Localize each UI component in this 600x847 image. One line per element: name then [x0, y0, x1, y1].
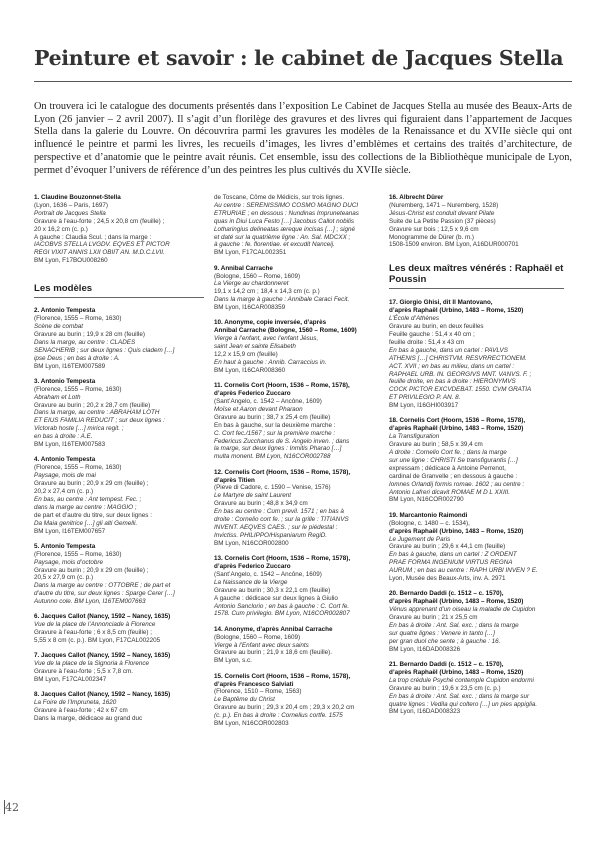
catalogue-column-1	[34, 194, 204, 730]
entry-line: En bas à gauche, dans un cartel : PAVLVS	[389, 346, 508, 354]
catalogue-entry	[214, 382, 384, 461]
entry-line: Gravure sur bois ; 12,5 x 9,6 cm	[389, 225, 479, 233]
entry-line: Gravure au burin ; 30,3 x 22,1 cm (feuille)	[214, 586, 331, 594]
entry-line: 20,5 x 27,9 cm (c. p.)	[34, 574, 94, 582]
entry-line: (Bologne, 1560 – Rome, 1609)	[214, 633, 301, 641]
entry-line: Gravure au burin ; 19,6 x 23,5 cm (c. p.)	[389, 684, 501, 692]
entry-line: BM Lyon, I16CAR008359	[214, 304, 286, 312]
entry-line: (Florence, 1555 – Rome, 1630)	[34, 550, 122, 558]
entry-line: Monogramme de Dürer (b. m.)	[389, 233, 475, 241]
entry-line: de part et d’autre du titre, sur deux lignes :	[34, 511, 152, 519]
entry-heading-line: 5. Antonio Tempesta	[34, 542, 96, 550]
entry-line: Le Baptême du Christ	[214, 696, 275, 704]
page-title: Peinture et savoir : le cabinet de Jacques Stella	[34, 46, 564, 70]
entry-line: Gravure au burin ; 38,7 x 25,4 cm (feuille)	[214, 413, 331, 421]
catalogue-entry	[214, 265, 384, 312]
entry-heading-line: 16. Albrecht Dürer	[389, 194, 444, 201]
entry-line: per gran duol che sente ; à gauche : 16.	[389, 637, 501, 645]
entry-line: (Sant’Angelo, c. 1542 – Ancône, 1609)	[214, 570, 322, 578]
entry-line: En bas à droite : Ant. Sal. exc. ; dans la marge	[389, 621, 519, 629]
entry-line: Abraham et Loth	[34, 393, 81, 401]
entry-line: (Pieve di Cadore, c. 1590 – Venise, 1576)	[214, 484, 331, 492]
entry-heading-line: Annibal Carrache (Bologne, 1560 – Rome, 1609)	[214, 327, 357, 335]
entry-line: La Naissance de la Vierge	[214, 578, 288, 586]
entry-heading-line: d’après Francesco Salviati	[214, 680, 294, 688]
entry-line: BM Lyon, I16TEM007657	[34, 527, 106, 535]
entry-line: droite : Cornelio cort fe. ; sur la grille : TITIANVS	[214, 516, 349, 524]
entry-line: (c. p.). En bas à droite : Cornelius cortfe. 1575	[214, 712, 343, 720]
entry-line: feuille droite, en bas à droite : HIERONYMVS	[389, 378, 516, 386]
entry-line: 20 x 16,2 cm (c. p.)	[34, 225, 88, 233]
entry-line: la marge, sur deux lignes : Inmitis Pharao […]	[214, 445, 342, 453]
entry-line: C. Cort fec./1567 ; sur la première marche :	[214, 429, 336, 437]
entry-line: 19,1 x 14,2 cm ; 18,4 x 14,3 cm (c. p.)	[214, 288, 320, 296]
entry-line: La Vierge au chardonneret	[214, 280, 289, 288]
entry-line: REGI VIXIT ANNIS LXII OBIIT AN. M.D.C.LVII.	[34, 249, 165, 257]
entry-heading-line: 17. Giorgio Ghisi, dit Il Mantovano,	[389, 299, 493, 307]
entry-line: A droite : Cornelio Cort fe. ; dans la marge	[389, 449, 507, 457]
entry-line: Iomnes Orlandij formis romae. 1602 ; au centre :	[389, 480, 525, 488]
entry-heading-line: 21. Bernardo Daddi (c. 1512 – c. 1570),	[389, 660, 504, 668]
catalogue-entry	[34, 456, 204, 535]
entry-line: INVENT. AEQVES CAES. ; sur le piédestal :	[214, 524, 338, 531]
catalogue-entry	[389, 417, 564, 504]
entry-heading-line: 11. Cornelis Cort (Hoorn, 1536 – Rome, 1578),	[214, 382, 350, 390]
entry-line: (Florence, 1555 – Rome, 1630)	[34, 315, 122, 323]
catalogue-entry	[214, 555, 384, 618]
entry-heading-line: 2. Antonio Tempesta	[34, 307, 96, 315]
entry-line: ATHENIS […] CHRISTVM. RESVRRECTIONEM.	[389, 354, 527, 362]
entry-heading-line: d’après Federico Zuccaro	[214, 390, 291, 398]
entry-line: BM Lyon, N16COR002790	[389, 496, 464, 504]
entry-line: Antonio Sanclorio ; en bas à gauche : C. Cort fe.	[214, 602, 350, 610]
section-heading: Les deux maîtres vénérés : Raphaël et Poussin	[389, 263, 564, 289]
entry-line: d’autre du titre, sur deux lignes : Sparge Cerer […]	[34, 590, 175, 598]
entry-line: Gravure au burin ; 20,9 x 29 cm (feuille) ;	[34, 566, 149, 574]
entry-line: BM Lyon, I16CAR008360	[214, 366, 286, 374]
catalogue-entry	[34, 307, 204, 370]
entry-line: PRAE FORMA INGENIUM VIRTUS REGNA	[389, 559, 513, 567]
entry-line: BM Lyon, I16GHI003917	[389, 402, 459, 410]
entry-line: En bas à gauche, sur la deuxième marche :	[214, 421, 336, 429]
catalogue-entry	[389, 590, 564, 653]
entry-line: Gravure au burin ; 29,6 x 44,1 cm (feuille)	[389, 543, 506, 551]
entry-line: Jésus-Christ est conduit devant Pilate	[389, 209, 495, 217]
entry-line: (Florence, 1510 – Rome, 1563)	[214, 688, 302, 696]
entry-line: et daté sur la quatrième ligne : An. Sal. MDCXX ;	[214, 233, 351, 241]
entry-line: BM Lyon, F17CAL002351	[214, 249, 287, 257]
entry-line: 1508-1509 environ. BM Lyon, A16DUR000701	[389, 241, 519, 249]
catalogue-entry	[34, 543, 204, 606]
entry-line: BM Lyon, I16DAD008326	[389, 645, 461, 653]
catalogue-entry	[389, 194, 564, 249]
entry-line: 5,55 x 8 cm (c. p.). BM Lyon, F17CAL002205	[34, 637, 161, 645]
entry-line: sur une ligne : CHRISTI Se transfigurantis […]	[389, 456, 518, 464]
entry-line: expressam ; dédicace à Antoine Perrenot,	[389, 464, 506, 472]
entry-line: multa monent. BM Lyon, N16COR002788	[214, 453, 331, 461]
entry-line: En bas à gauche, dans un cartel : Z ORDENT	[389, 551, 517, 559]
entry-heading-line: d’après Raphaël (Urbino, 1483 – Rome, 1520)	[389, 527, 524, 535]
entry-line: La Foire de l’Impruneta, 1620	[34, 699, 117, 707]
entry-line: Da Maia genitrice […] gli alti Gemelli.	[34, 519, 138, 527]
page-number: 42	[5, 801, 19, 814]
entry-line: Invictiss. PHILIPPO/Hispaniarum RegiD.	[214, 531, 328, 539]
entry-line: 20,2 x 27,4 cm (c. p.)	[34, 487, 94, 495]
catalogue-entry	[389, 661, 564, 716]
entry-heading-line: 6. Jacques Callot (Nancy, 1592 – Nancy, 1635)	[34, 613, 171, 621]
entry-line: En bas au centre : Cum previl. 1571 ; en bas à	[214, 508, 344, 516]
entry-line: Gravure à l’eau-forte ; 42 x 67 cm	[34, 707, 128, 715]
entry-line: L’École d’Athènes	[389, 315, 440, 323]
entry-line: Autunno cole. BM Lyon, I16TEM007663	[34, 598, 146, 606]
entry-line: 1578. Cum privilegio. BM Lyon, N16COR002807	[214, 610, 350, 618]
entry-line: ET PRIVILEGIO P. AN. 8.	[389, 394, 461, 402]
title-rule	[34, 81, 572, 82]
entry-line: Dans la marge au centre : OTTOBRE ; de part et	[34, 582, 171, 590]
entry-line: Moïse et Aaron devant Pharaon	[214, 405, 303, 413]
entry-line: Vierge à l’Enfant avec deux saints	[214, 641, 309, 649]
entry-line: Gravure à l’eau-forte ; 5,5 x 7,8 cm.	[34, 668, 134, 676]
entry-heading-line: 13. Cornelis Cort (Hoorn, 1536 – Rome, 1578),	[214, 555, 351, 563]
intro-paragraph: On trouvera ici le catalogue des documents présentés dans l’exposition Le Cabinet de Jacques Stella au musée des Beaux-Arts de Lyon (26 janvier – 2 avril 2007). Il s’agit d’un florilège des gravures et des livres qui figuraient dans l’appartement de Jacques Stella dans la galerie du Louvre. On découvrira parmi les gravures les modèles de la Renaissance et du XVIIe siècle qui ont influencé le peintre et parmi les livres, les recueils d’images, les livres d’emblèmes et certains des traités d’architecture, de perspective et d’anatomie que le peintre avait réunis. Cet ensemble, issu des collections de la Bibliothèque municipale de Lyon, permet d’évoquer l’univers de référence d’un des peintres les plus cultivés du XVIIe siècle.	[34, 101, 572, 176]
entry-line: En bas à droite : Ant. Sal. exc. ; dans la marge sur	[389, 692, 530, 700]
entry-line: Dans la marge, au centre : CLADES	[34, 338, 136, 346]
entry-line: Gravure au burin ; 21,9 x 18,6 cm (feuille).	[214, 649, 332, 657]
entry-line: AURUM ; en bas au centre : RAPH URBI INVEN ? E.	[389, 567, 538, 575]
entry-line: ETRURIAE ; en dessous : Nundinas Impruneteanas	[214, 209, 359, 217]
catalogue-column-2	[214, 194, 384, 735]
entry-line: BM Lyon, I16TEM007583	[34, 441, 106, 449]
section-heading: Les modèles	[34, 283, 204, 298]
entry-heading-line: d’après Federico Zuccaro	[214, 563, 291, 571]
entry-line: cardinal de Granvelle ; en dessous à gauche :	[389, 472, 518, 480]
entry-line: BM Lyon, F17BOU008260	[34, 257, 108, 265]
entry-line: Gravure au burin ; 20,9 x 29 cm (feuille) ;	[34, 480, 149, 488]
entry-line: Federicus Zucchanus de S. Angelo inven. ; dans	[214, 437, 350, 445]
entry-line: BM Lyon, N16COR002803	[214, 720, 289, 728]
entry-line: SENACHERIB ; sur deux lignes : Quis cladem […]	[34, 346, 175, 354]
entry-line: 12,2 x 15,9 cm (feuille)	[214, 351, 278, 359]
entry-heading-line: 3. Antonio Tempesta	[34, 377, 96, 385]
entry-heading-line: d’après Titien	[214, 476, 255, 484]
entry-line: Au centre : SERENISSIMO COSMO MAGNO DUCI	[214, 201, 359, 209]
entry-line: (Florence, 1555 – Rome, 1630)	[34, 464, 122, 472]
catalogue-column-3	[389, 194, 564, 724]
catalogue-entry	[34, 691, 204, 723]
entry-heading-line: 10. Anonyme, copie inversée, d’après	[214, 319, 327, 327]
entry-line: Gravure à l’eau-forte ; 24,5 x 20,8 cm (feuille) ;	[34, 217, 165, 225]
entry-line: La trop crédule Psyché contemple Cupidon endormi	[389, 676, 534, 684]
entry-line: En bas, au centre : Ant tempest. Fec. ;	[34, 495, 142, 503]
entry-line: Gravure au burin ; 58,5 x 39,4 cm	[389, 441, 483, 449]
entry-line: de Toscane, Côme de Médicis, sur trois lignes.	[214, 194, 345, 201]
entry-line: Feuille gauche : 51,4 x 40 cm ;	[389, 330, 475, 338]
entry-line: sur quatre lignes : Venere in tanto […]	[389, 629, 495, 637]
entry-line: (Lyon, 1636 – Paris, 1697)	[34, 201, 108, 209]
entry-line: En haut à gauche : Annib. Carraccius in.	[214, 359, 327, 366]
entry-line: Antonio Lafreri dicavit ROMAE M D L XXIII.	[389, 488, 510, 496]
entry-line: (Sant’Angelo, c. 1542 – Ancône, 1609)	[214, 398, 322, 406]
entry-line: A gauche : dédicace sur deux lignes à Giulio	[214, 594, 338, 602]
catalogue-entry	[214, 319, 384, 374]
entry-line: Gravure au burin, en deux feuilles	[389, 323, 484, 331]
entry-heading-line: d’après Raphaël (Urbino, 1483 – Rome, 1520)	[389, 598, 524, 606]
entry-line: Dans la marge, dédicace au grand duc	[34, 715, 143, 723]
entry-heading-line: 8. Jacques Callot (Nancy, 1592 – Nancy, 1635)	[34, 691, 171, 699]
entry-heading-line: 4. Antonio Tempesta	[34, 456, 96, 464]
entry-heading-line: 7. Jacques Callot (Nancy, 1592 – Nancy, 1635)	[34, 652, 171, 660]
entry-line: Scène de combat	[34, 322, 84, 330]
entry-heading-line: 14. Anonyme, d’après Annibal Carrache	[214, 625, 333, 633]
entry-heading-line: d’après Raphaël (Urbino, 1483 – Rome, 1520)	[389, 668, 524, 676]
entry-heading-line: 20. Bernardo Daddi (c. 1512 – c. 1570),	[389, 590, 504, 598]
entry-line: Le Martyre de saint Laurent	[214, 492, 292, 500]
entry-heading-line: 9. Annibal Carrache	[214, 264, 273, 272]
entry-line: Dans la marge, au centre : ABRAHAM LOTH	[34, 409, 160, 417]
entry-line: Paysage, mois d’octobre	[34, 558, 103, 566]
entry-line: Lyon, Musée des Beaux-Arts, inv. A. 2971	[389, 575, 506, 583]
entry-line: BM Lyon, I16TEM007589	[34, 362, 106, 370]
entry-line: Vierge à l’enfant, avec l’enfant Jésus,	[214, 335, 319, 343]
entry-line: quatre lignes : Vedila qui coltero […] un pies appiglia.	[389, 700, 538, 708]
entry-line: A gauche : Claudia Scul. ; dans la marge :	[34, 233, 152, 241]
catalogue-entry	[214, 469, 384, 548]
entry-line: Dans la marge à gauche : Annibale Caraci Fecit.	[214, 296, 350, 304]
entry-line: à gauche : fe. florentiae. et excudit Nanceij.	[214, 241, 335, 249]
entry-line: IACOBVS STELLA LVGDV. EQVES ET PICTOR	[34, 241, 170, 249]
entry-line: Lotharingius delineatas æreque incisas […] ; signé	[214, 225, 356, 233]
catalogue-entry	[34, 652, 204, 684]
entry-line: (Bologne, 1560 – Rome, 1609)	[214, 272, 301, 280]
entry-line: COCK PICTOR EXCVDEBAT. 1550. CVM GRATIA	[389, 386, 532, 394]
entry-line: Vénus apprenant d’un oiseau la maladie de Cupidon	[389, 606, 536, 614]
entry-line: BM Lyon, I16DAD008323	[389, 708, 461, 716]
entry-line: en bas à droite : A.E.	[34, 433, 93, 441]
entry-heading-line: d’après Raphaël (Urbino, 1483 – Rome, 1520)	[389, 307, 524, 315]
entry-line: quas in Diui Luca Festo […] Jacobus Callot nobilis	[214, 217, 355, 225]
entry-line: ipse Deus ; en bas à droite : A.	[34, 354, 120, 362]
entry-line: Portrait de Jacques Stella	[34, 209, 106, 217]
entry-line: Paysage, mois de mai	[34, 472, 96, 480]
entry-line: (Nuremberg, 1471 – Nuremberg, 1528)	[389, 201, 499, 209]
catalogue-entry	[34, 194, 204, 265]
catalogue-entry	[214, 626, 384, 666]
catalogue-entry	[389, 512, 564, 583]
entry-line: Gravure au burin ; 21 x 25,5 cm	[389, 614, 478, 622]
entry-line: Gravure au burin ; 20,2 x 28,7 cm (feuille)	[34, 401, 151, 409]
entry-line: feuille droite : 51,4 x 43 cm	[389, 338, 465, 346]
entry-line: (Bologne, c. 1480 – c. 1534),	[389, 519, 470, 527]
catalogue-entry	[214, 194, 384, 257]
entry-line: Suite de La Petite Passion (37 pièces)	[389, 217, 496, 225]
entry-line: Gravure à l’eau-forte ; 6 x 8,5 cm (feuille) ;	[34, 629, 152, 637]
catalogue-entry	[389, 299, 564, 410]
entry-line: saint Jean et sainte Elisabeth	[214, 343, 296, 351]
entry-line: (Florence, 1555 – Rome, 1630)	[34, 385, 122, 393]
entry-heading-line: 18. Cornelis Cort (Hoorn, 1536 – Rome, 1578),	[389, 417, 526, 425]
catalogue-entry	[34, 613, 204, 645]
entry-heading-line: 15. Cornelis Cort (Hoorn, 1536 – Rome, 1578),	[214, 672, 351, 680]
catalogue-entry	[34, 378, 204, 449]
entry-line: BM Lyon, N16COR002800	[214, 539, 289, 547]
entry-line: Gravure au burin ; 19,9 x 28 cm (feuille)	[34, 330, 145, 338]
entry-line: ACT. XVII ; en bas au milieu, dans un cartel :	[389, 362, 515, 370]
entry-line: La Transfiguration	[389, 433, 440, 441]
entry-line: Vue de la place de l’Annonciade à Florence	[34, 621, 156, 629]
entry-line: Le Jugement de Paris	[389, 535, 451, 543]
entry-line: Vue de la place de la Signoria à Florence	[34, 660, 150, 668]
entry-heading-line: 12. Cornelis Cort (Hoorn, 1536 – Rome, 1578),	[214, 468, 351, 476]
entry-line: RAPHAEL URB. IN. GEORGIVS MNT. VANVS. F. ;	[389, 370, 532, 378]
entry-line: Gravure au burin ; 29,3 x 20,4 cm ; 29,3 x 20,2 cm	[214, 704, 355, 712]
entry-heading-line: 1. Claudine Bouzonnet-Stella	[34, 194, 121, 201]
entry-line: Gravure au burin ; 48,8 x 34,9 cm	[214, 500, 308, 508]
catalogue-entry	[214, 673, 384, 728]
entry-line: BM Lyon, s.c.	[214, 657, 252, 665]
entry-heading-line: d’après Raphaël (Urbino, 1483 – Rome, 1520)	[389, 425, 524, 433]
entry-heading-line: 19. Marcantonio Raimondi	[389, 511, 468, 519]
entry-line: dans la marge au centre : MAGGIO ;	[34, 503, 137, 511]
entry-line: ET EIUS FAMILIA REDUCIT ; sur deux lignes :	[34, 417, 165, 425]
entry-line: BM Lyon, F17CAL002347	[34, 676, 107, 684]
entry-line: Victorab hoste […] mirica regit. ;	[34, 425, 124, 433]
